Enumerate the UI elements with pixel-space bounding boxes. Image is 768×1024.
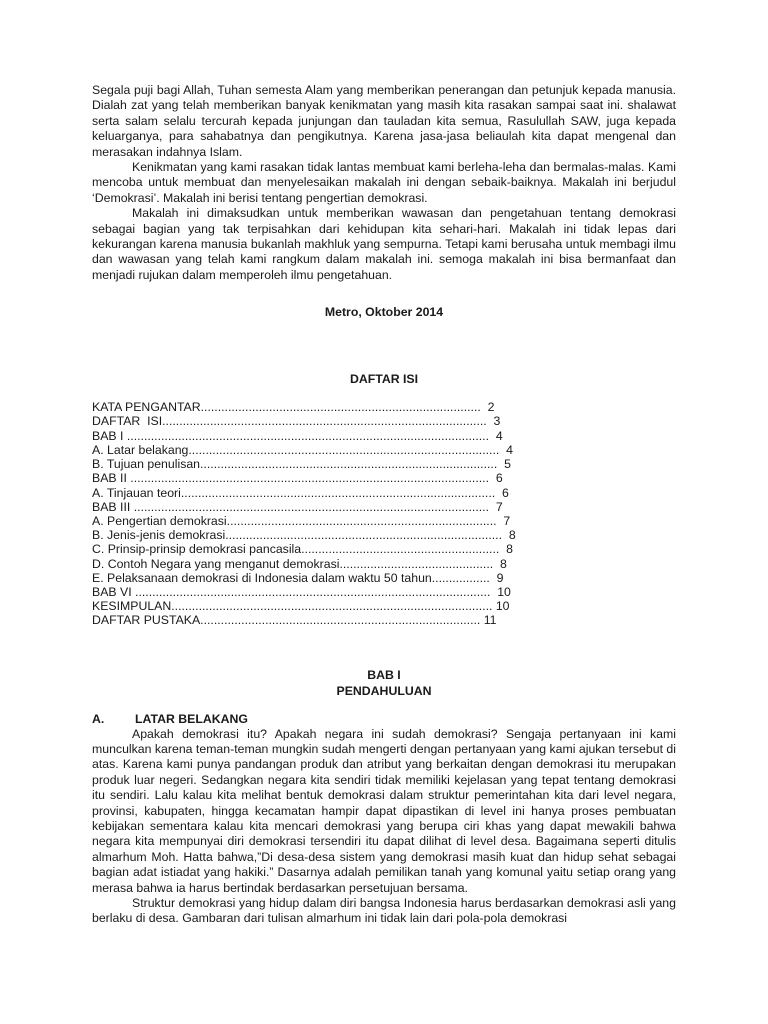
toc-entry: KESIMPULAN.............................................................................................. 10: [92, 599, 510, 614]
foreword-paragraph-2: Kenikmatan yang kami rasakan tidak lantas membuat kami berleha-leha dan bermalas-malas. Kami mencoba untuk membuat dan menyelesaikan makalah ini dengan sebaik-baiknya. Makalah ini berjudul ‘Demokrasi’. Makalah ini berisi tentang pengertian demokrasi.: [92, 160, 676, 205]
toc-entry: A. Tinjauan teori............................................................................................ 6: [92, 485, 509, 500]
toc-entry: BAB I .......................................................................................................... 4: [92, 428, 503, 443]
toc-entry: DAFTAR PUSTAKA.................................................................................. 11: [92, 613, 497, 628]
toc-entry: C. Prinsip-prinsip demokrasi pancasila.......................................................... 8: [92, 542, 513, 557]
toc-entry: A. Pengertian demokrasi............................................................................... 7: [92, 513, 511, 528]
toc-entry: E. Pelaksanaan demokrasi di Indonesia dalam waktu 50 tahun................. 9: [92, 570, 504, 585]
chapter-paragraph-1: Apakah demokrasi itu? Apakah negara ini sudah demokrasi? Sengaja pertanyaan ini kami munculkan karena teman-teman mungkin sudah mengerti dengan pertanyaan yang kami ajukan tersebut di atas. Karena kami punya pandangan produk dan atribut yang berkaitan dengan demokrasi itu merupakan produk luar negeri. Sedangkan negara kita sendiri tidak memiliki kejelasan yang tepat tentang demokrasi itu sendiri. Lalu kalau kita melihat bentuk demokrasi dalam struktur pemerintahan kita dari level negara, provinsi, kabupaten, hingga kecamatan hampir dapat dipastikan di level ini hanya proses pembuatan kebijakan sementara kalau kita mencari demokrasi yang berupa ciri khas yang dapat mewakili bahwa negara kita mempunyai diri demokrasi tersendiri itu dapat dilihat di level desa. Bagaimana seperti ditulis almarhum Moh. Hatta bahwa,”Di desa-desa sistem yang demokrasi masih kuat dan hidup sehat sebagai bagian adat istiadat yang hakiki.” Dasarnya adalah pemilikan tanah yang komunal yaitu setiap orang yang merasa bahwa ia harus bertindak berdasarkan persetujuan bersama.: [92, 726, 676, 895]
section-title: LATAR BELAKANG: [135, 711, 248, 726]
chapter-paragraph-2: Struktur demokrasi yang hidup dalam diri bangsa Indonesia harus berdasarkan demokrasi asli yang berlaku di desa. Gambaran dari tulisan almarhum ini tidak lain dari pola-pola demokrasi: [92, 896, 676, 926]
toc-entry: KATA PENGANTAR.................................................................................. 2: [92, 400, 495, 415]
table-of-contents: [92, 400, 676, 627]
document-page: [92, 83, 676, 927]
toc-entry: DAFTAR ISI............................................................................................... 3: [92, 414, 501, 429]
toc-entry: BAB VI ........................................................................................................ 10: [92, 584, 511, 599]
toc-entry: B. Tujuan penulisan....................................................................................... 5: [92, 457, 511, 472]
chapter-title: PENDAHULUAN: [336, 683, 432, 698]
toc-entry: BAB II ......................................................................................................... 6: [92, 471, 503, 486]
toc-entry: A. Latar belakang........................................................................................... 4: [92, 442, 513, 457]
place-date: Metro, Oktober 2014: [324, 305, 444, 320]
toc-title: DAFTAR ISI: [349, 372, 419, 387]
toc-entry: B. Jenis-jenis demokrasi................................................................................. 8: [92, 528, 516, 543]
section-number: A.: [92, 711, 105, 726]
toc-entry: BAB III ........................................................................................................ 7: [92, 499, 503, 514]
toc-entry: D. Contoh Negara yang menganut demokrasi............................................. 8: [92, 556, 507, 571]
section-heading: [92, 712, 676, 726]
foreword-paragraph-1: Segala puji bagi Allah, Tuhan semesta Alam yang memberikan penerangan dan petunjuk kepada manusia. Dialah zat yang telah memberikan banyak kenikmatan yang masih kita rasakan sampai saat ini. shalawat serta salam selalu tercurah kepada junjungan dan tauladan kita semua, Rasulullah SAW, juga kepada keluarganya, para sahabatnya dan pengikutnya. Karena jasa-jasa beliaulah kita dapat mengenal dan merasakan indahnya Islam.: [92, 83, 676, 159]
foreword-paragraph-3: Makalah ini dimaksudkan untuk memberikan wawasan dan pengetahuan tentang demokrasi sebagai bagian yang tak terpisahkan dari kehidupan kita sehari-hari. Makalah ini tidak lepas dari kekurangan karena manusia bukanlah makhluk yang sempurna. Tetapi kami berusaha untuk membagi ilmu dan wawasan yang telah kami rangkum dalam makalah ini. semoga makalah ini bisa bermanfaat dan menjadi rujukan dalam memperoleh ilmu pengetahuan.: [92, 206, 676, 282]
chapter-number: BAB I: [367, 667, 401, 682]
